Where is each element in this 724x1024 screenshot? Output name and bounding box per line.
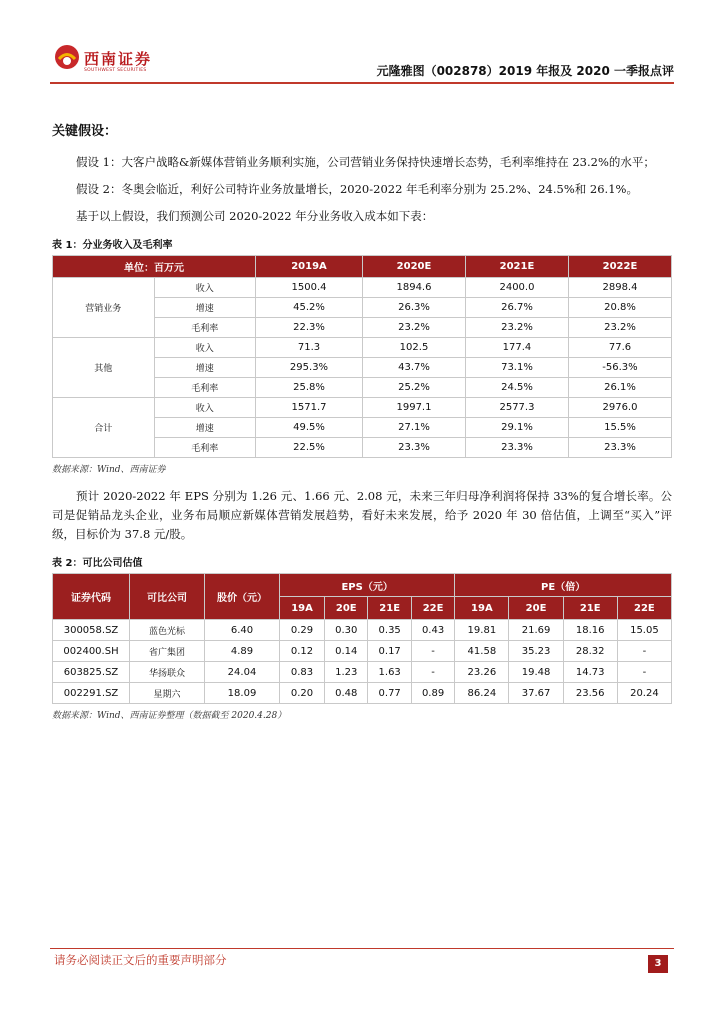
metric-value: 2976.0 — [568, 398, 671, 418]
logo-english-name: SOUTHWEST SECURITIES — [84, 68, 147, 73]
metric-value: 1571.7 — [256, 398, 363, 418]
metric-value: 1894.6 — [363, 278, 466, 298]
pe-value: 86.24 — [455, 683, 509, 704]
eps-value: 0.89 — [411, 683, 454, 704]
metric-value: 71.3 — [256, 338, 363, 358]
eps-value: 0.12 — [280, 641, 325, 662]
stock-code: 603825.SZ — [53, 662, 130, 683]
metric-label: 收入 — [154, 278, 256, 298]
pe-year-header: 19A — [455, 597, 509, 620]
eps-value: - — [411, 662, 454, 683]
pe-value: 19.48 — [509, 662, 563, 683]
metric-value: 295.3% — [256, 358, 363, 378]
metric-value: 26.7% — [465, 298, 568, 318]
metric-value: 23.3% — [363, 438, 466, 458]
report-title: 元隆雅图（002878）2019 年报及 2020 一季报点评 — [376, 64, 674, 78]
metric-value: 23.2% — [363, 318, 466, 338]
company-logo — [54, 42, 174, 78]
main-content — [52, 120, 672, 733]
metric-value: 22.5% — [256, 438, 363, 458]
section-heading: 关键假设： — [52, 124, 118, 139]
table-header-row — [53, 256, 672, 278]
stock-code: 300058.SZ — [53, 620, 130, 641]
table2-source: 数据来源：Wind、西南证券整理（数据截至 2020.4.28） — [52, 711, 287, 721]
eps-year-header: 22E — [411, 597, 454, 620]
stock-code: 002291.SZ — [53, 683, 130, 704]
unit-header: 单位：百万元 — [53, 256, 256, 278]
eps-value: 0.77 — [368, 683, 411, 704]
year-header: 2021E — [465, 256, 568, 278]
metric-value: 23.2% — [465, 318, 568, 338]
eps-value: 0.30 — [325, 620, 368, 641]
page-number: 3 — [648, 955, 668, 973]
assumption-1: 假设 1：大客户战略&新媒体营销业务顺利实施，公司营销业务保持快速增长态势，毛利率维持在 23.2%的水平； — [76, 155, 655, 169]
eps-value: 0.17 — [368, 641, 411, 662]
eps-value: 0.48 — [325, 683, 368, 704]
metric-value: 29.1% — [465, 418, 568, 438]
pe-value: 23.56 — [563, 683, 617, 704]
header-divider — [50, 82, 674, 84]
segment-name: 合计 — [53, 398, 155, 458]
metric-label: 毛利率 — [154, 318, 256, 338]
pe-value: 18.16 — [563, 620, 617, 641]
table1-title: 表 1：分业务收入及毛利率 — [52, 240, 173, 251]
metric-value: 177.4 — [465, 338, 568, 358]
metric-value: 2898.4 — [568, 278, 671, 298]
eps-year-header: 21E — [368, 597, 411, 620]
metric-label: 收入 — [154, 338, 256, 358]
company-name: 星期六 — [130, 683, 205, 704]
metric-value: 102.5 — [363, 338, 466, 358]
pe-value: - — [617, 662, 671, 683]
metric-label: 增速 — [154, 298, 256, 318]
pe-value: 28.32 — [563, 641, 617, 662]
metric-value: 23.3% — [568, 438, 671, 458]
metric-value: 24.5% — [465, 378, 568, 398]
metric-value: 15.5% — [568, 418, 671, 438]
company-name: 蓝色光标 — [130, 620, 205, 641]
table-row — [53, 683, 672, 704]
metric-label: 毛利率 — [154, 378, 256, 398]
eps-value: 0.35 — [368, 620, 411, 641]
stock-price: 24.04 — [205, 662, 280, 683]
metric-value: 2400.0 — [465, 278, 568, 298]
pe-value: 41.58 — [455, 641, 509, 662]
metric-value: 25.8% — [256, 378, 363, 398]
code-header: 证券代码 — [53, 574, 130, 620]
table-row — [53, 278, 672, 298]
eps-year-header: 20E — [325, 597, 368, 620]
metric-label: 增速 — [154, 358, 256, 378]
stock-price: 4.89 — [205, 641, 280, 662]
forecast-basis: 基于以上假设，我们预测公司 2020-2022 年分业务收入成本如下表： — [76, 209, 434, 223]
footer-divider — [50, 948, 674, 949]
eps-header: EPS（元） — [280, 574, 455, 597]
metric-value: 20.8% — [568, 298, 671, 318]
revenue-margin-table — [52, 255, 672, 458]
eps-value: 1.63 — [368, 662, 411, 683]
table-header-row — [53, 574, 672, 597]
eps-value: 0.43 — [411, 620, 454, 641]
metric-value: 2577.3 — [465, 398, 568, 418]
pe-value: 23.26 — [455, 662, 509, 683]
assumption-2: 假设 2：冬奥会临近，利好公司特许业务放量增长，2020-2022 年毛利率分别为 25.2%、24.5%和 26.1%。 — [76, 182, 638, 196]
metric-value: 49.5% — [256, 418, 363, 438]
pe-value: 19.81 — [455, 620, 509, 641]
forecast-paragraph: 预计 2020-2022 年 EPS 分别为 1.26 元、1.66 元、2.08 元，未来三年归母净利润将保持 33%的复合增长率。公司是促销品龙头企业，业务布局顺应新媒体营销发展趋势，看好未来发展，给予 2020 年 30 倍估值，上调至“买入”评级，目标价为 37.8 元/股。 — [52, 489, 672, 541]
metric-value: 26.1% — [568, 378, 671, 398]
segment-name: 营销业务 — [53, 278, 155, 338]
metric-value: 77.6 — [568, 338, 671, 358]
metric-label: 增速 — [154, 418, 256, 438]
metric-value: 22.3% — [256, 318, 363, 338]
pe-year-header: 21E — [563, 597, 617, 620]
metric-value: 27.1% — [363, 418, 466, 438]
logo-emblem-icon — [54, 44, 80, 70]
pe-value: 21.69 — [509, 620, 563, 641]
pe-value: 20.24 — [617, 683, 671, 704]
stock-price: 18.09 — [205, 683, 280, 704]
table2-title: 表 2：可比公司估值 — [52, 558, 143, 569]
table-row — [53, 641, 672, 662]
disclaimer-notice: 请务必阅读正文后的重要声明部分 — [54, 953, 227, 967]
table-row — [53, 338, 672, 358]
eps-year-header: 19A — [280, 597, 325, 620]
company-header: 可比公司 — [130, 574, 205, 620]
table-row — [53, 398, 672, 418]
pe-year-header: 20E — [509, 597, 563, 620]
eps-value: 0.20 — [280, 683, 325, 704]
metric-label: 毛利率 — [154, 438, 256, 458]
valuation-table — [52, 573, 672, 704]
metric-value: 73.1% — [465, 358, 568, 378]
eps-value: 0.14 — [325, 641, 368, 662]
metric-value: 23.3% — [465, 438, 568, 458]
year-header: 2022E — [568, 256, 671, 278]
pe-value: 15.05 — [617, 620, 671, 641]
eps-value: 1.23 — [325, 662, 368, 683]
company-name: 省广集团 — [130, 641, 205, 662]
year-header: 2020E — [363, 256, 466, 278]
pe-value: 37.67 — [509, 683, 563, 704]
stock-code: 002400.SH — [53, 641, 130, 662]
metric-value: 23.2% — [568, 318, 671, 338]
eps-value: - — [411, 641, 454, 662]
pe-year-header: 22E — [617, 597, 671, 620]
price-header: 股价（元） — [205, 574, 280, 620]
page-header — [50, 38, 674, 84]
company-name: 华扬联众 — [130, 662, 205, 683]
metric-value: 1500.4 — [256, 278, 363, 298]
table-row — [53, 620, 672, 641]
metric-value: 1997.1 — [363, 398, 466, 418]
metric-value: 25.2% — [363, 378, 466, 398]
eps-value: 0.29 — [280, 620, 325, 641]
table-row — [53, 662, 672, 683]
pe-value: - — [617, 641, 671, 662]
stock-price: 6.40 — [205, 620, 280, 641]
pe-header: PE（倍） — [455, 574, 672, 597]
pe-value: 35.23 — [509, 641, 563, 662]
year-header: 2019A — [256, 256, 363, 278]
pe-value: 14.73 — [563, 662, 617, 683]
eps-value: 0.83 — [280, 662, 325, 683]
metric-value: 43.7% — [363, 358, 466, 378]
metric-value: 45.2% — [256, 298, 363, 318]
logo-chinese-name: 西南证券 — [84, 50, 153, 68]
segment-name: 其他 — [53, 338, 155, 398]
metric-label: 收入 — [154, 398, 256, 418]
metric-value: -56.3% — [568, 358, 671, 378]
table1-source: 数据来源：Wind、西南证券 — [52, 465, 166, 475]
metric-value: 26.3% — [363, 298, 466, 318]
